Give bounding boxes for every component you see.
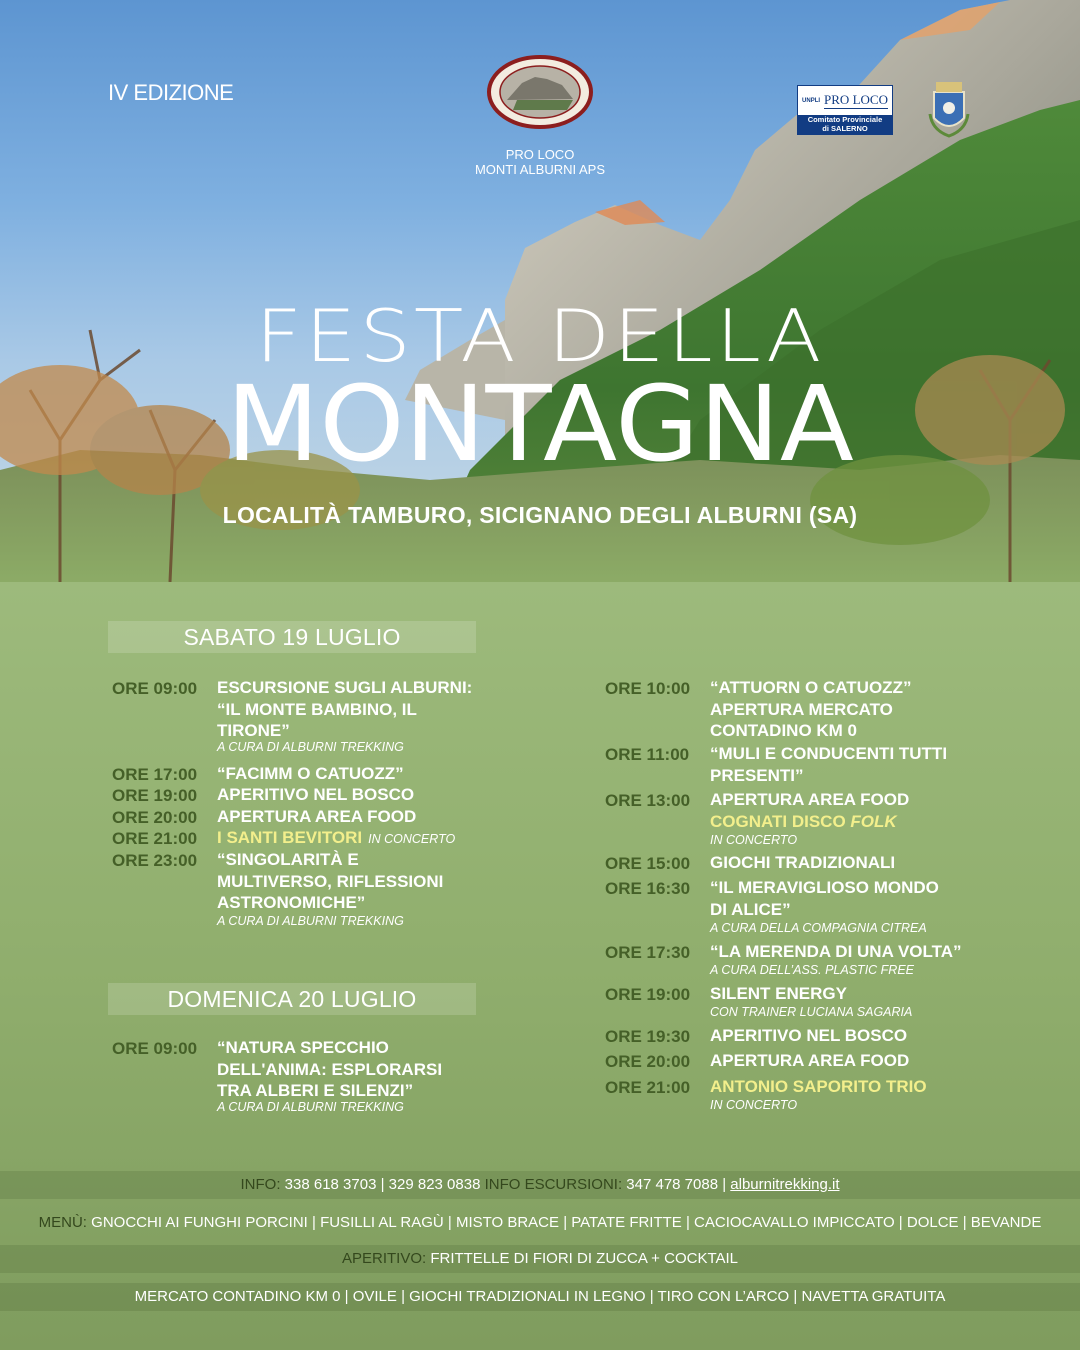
- day-heading-sunday: DOMENICA 20 LUGLIO: [108, 983, 476, 1015]
- event-time: ORE 16:30: [605, 879, 691, 898]
- festival-title-line1: FESTA DELLA: [255, 294, 825, 378]
- event-note: IN CONCERTO: [710, 833, 798, 847]
- website-link[interactable]: alburnitrekking.it: [730, 1176, 840, 1193]
- event-title: APERITIVO NEL BOSCO: [217, 785, 415, 804]
- aperitivo-items: FRITTELLE DI FIORI DI ZUCCA + COCKTAIL: [426, 1250, 739, 1267]
- hero-banner: [0, 0, 1080, 582]
- performer-name: COGNATI DISCO: [710, 812, 851, 831]
- event-note: A CURA DELL’ASS. PLASTIC FREE: [710, 963, 914, 977]
- event-time: ORE 09:00: [112, 679, 198, 698]
- event-title-highlight: [710, 811, 970, 833]
- event-title: “IL MERAVIGLIOSO MONDO DI ALICE”: [710, 878, 939, 919]
- proloco-name-line2: MONTI ALBURNI APS: [474, 162, 606, 177]
- event-note: A CURA DI ALBURNI TREKKING: [217, 914, 404, 928]
- info-bar: [0, 1171, 1080, 1199]
- extras-list: MERCATO CONTADINO KM 0 | OVILE | GIOCHI TRADIZIONALI IN LEGNO | TIRO CON L’ARCO | NAVETTA GRATUITA: [134, 1288, 946, 1305]
- event-inline-note: IN CONCERTO: [368, 832, 456, 846]
- event-time: ORE 09:00: [112, 1039, 198, 1058]
- event-time: ORE 13:00: [605, 791, 691, 810]
- event-time: ORE 21:00: [112, 829, 198, 848]
- info-label: INFO:: [240, 1176, 281, 1193]
- festival-title-line2: MONTAGNA: [226, 363, 854, 485]
- event-title: APERITIVO NEL BOSCO: [710, 1026, 908, 1045]
- proloco-seal-icon: [487, 55, 593, 129]
- event-time: ORE 17:00: [112, 765, 198, 784]
- event-time: ORE 23:00: [112, 851, 198, 870]
- event-time: ORE 20:00: [112, 808, 198, 827]
- event-title: APERTURA AREA FOOD: [710, 790, 910, 809]
- event-time: ORE 15:00: [605, 854, 691, 873]
- event-time: ORE 19:00: [605, 985, 691, 1004]
- aperitivo-label: APERITIVO:: [341, 1250, 427, 1267]
- event-title: “ATTUORN O CATUOZZ” APERTURA MERCATO CONTADINO KM 0: [710, 678, 912, 740]
- excursion-info-label: INFO ESCURSIONI:: [484, 1176, 623, 1193]
- unpli-logo: [797, 85, 893, 135]
- performer-name-italic: FOLK: [850, 812, 897, 831]
- extras-bar: [0, 1283, 1080, 1311]
- unpli-proloco-text: PRO LOCO: [824, 92, 888, 107]
- event-note: A CURA DI ALBURNI TREKKING: [217, 740, 404, 754]
- event-title: “LA MERENDA DI UNA VOLTA”: [710, 942, 962, 961]
- event-title: “NATURA SPECCHIO DELL'ANIMA: ESPLORARSI TRA ALBERI E SILENZI”: [217, 1038, 443, 1100]
- event-time: ORE 19:00: [112, 786, 198, 805]
- event-time: ORE 20:00: [605, 1052, 691, 1071]
- event-time: ORE 11:00: [605, 745, 690, 764]
- aperitivo-bar: [0, 1245, 1080, 1273]
- proloco-name-line1: PRO LOCO: [505, 147, 575, 162]
- event-title: “MULI E CONDUCENTI TUTTI PRESENTI”: [710, 744, 948, 785]
- proloco-logo: [470, 55, 610, 177]
- event-time: ORE 19:30: [605, 1027, 691, 1046]
- day-heading-saturday: SABATO 19 LUGLIO: [108, 621, 476, 653]
- event-note: A CURA DI ALBURNI TREKKING: [217, 1100, 404, 1114]
- event-title: APERTURA AREA FOOD: [710, 1051, 910, 1070]
- event-time: ORE 21:00: [605, 1078, 691, 1097]
- event-time: ORE 17:30: [605, 943, 691, 962]
- event-time: ORE 10:00: [605, 679, 691, 698]
- menu-label: MENÙ:: [38, 1214, 87, 1231]
- menu-bar: [0, 1209, 1080, 1237]
- event-title-highlight: [217, 827, 517, 851]
- event-title: SILENT ENERGY: [710, 984, 847, 1003]
- event-note: A CURA DELLA COMPAGNIA CITREA: [710, 921, 927, 935]
- unpli-committee-line1: Comitato Provinciale: [807, 115, 883, 124]
- edition-label: IV EDIZIONE: [108, 80, 234, 105]
- performer-name: I SANTI BEVITORI: [217, 828, 363, 847]
- event-title-highlight: ANTONIO SAPORITO TRIO: [710, 1077, 927, 1096]
- event-title: APERTURA AREA FOOD: [217, 807, 417, 826]
- municipality-crest-icon: [926, 78, 972, 140]
- event-location: LOCALITÀ TAMBURO, SICIGNANO DEGLI ALBURNI (SA): [222, 502, 858, 528]
- event-title: GIOCHI TRADIZIONALI: [710, 853, 896, 872]
- program-section: [0, 582, 1080, 1350]
- event-title: “FACIMM O CATUOZZ”: [217, 764, 404, 783]
- info-phone-numbers: 338 618 3703 | 329 823 0838: [280, 1176, 485, 1193]
- unpli-acronym: UNPLI: [802, 97, 821, 104]
- event-title: “SINGOLARITÀ E MULTIVERSO, RIFLESSIONI ASTRONOMICHE”: [217, 850, 444, 912]
- menu-items: GNOCCHI AI FUNGHI PORCINI | FUSILLI AL RAGÙ | MISTO BRACE | PATATE FRITTE | CACIOCAVALLO IMPICCATO | DOLCE | BEVANDE: [86, 1214, 1042, 1231]
- excursion-phone-number: 347 478 7088 |: [622, 1176, 731, 1193]
- event-note: IN CONCERTO: [710, 1098, 798, 1112]
- unpli-committee-line2: di SALERNO: [822, 124, 868, 133]
- event-note: CON TRAINER LUCIANA SAGARIA: [710, 1005, 913, 1019]
- event-title: ESCURSIONE SUGLI ALBURNI: “IL MONTE BAMBINO, IL TIRONE”: [217, 678, 473, 740]
